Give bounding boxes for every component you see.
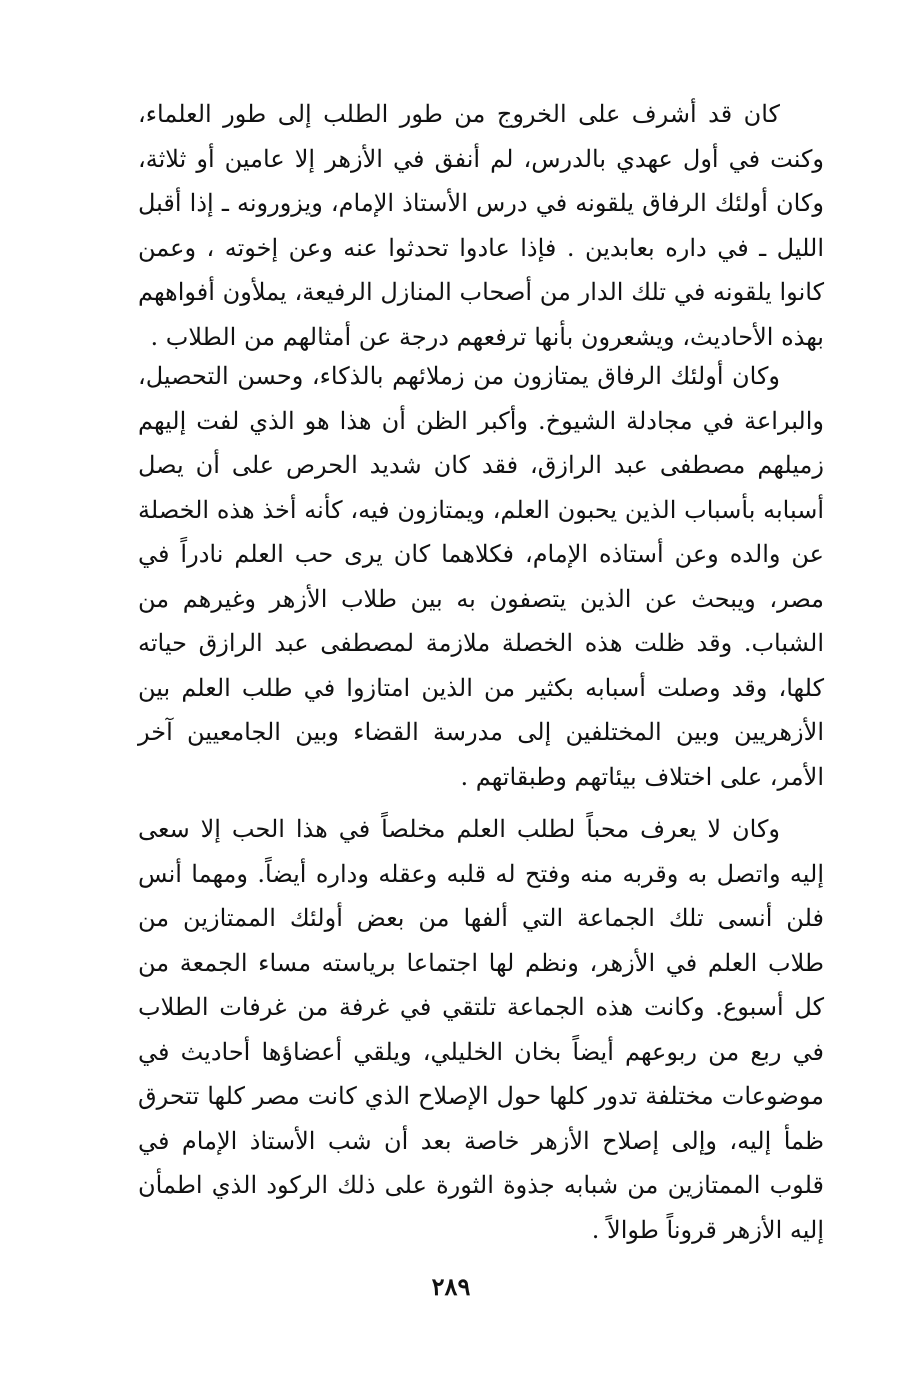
paragraph-text: وكان لا يعرف محباً لطلب العلم مخلصاً في هذا الحب إلا سعى إليه واتصل به وقربه منه وفتح له قلبه وعقله وداره أيضاً. ومهما أنس فلن أنسى تلك الجماعة التي ألفها من بعض أولئك الممتازين من طلاب العلم في الأزهر، ونظم لها اجتماعا برياسته مساء الجمعة من كل أسبوع. وكانت هذه الجماعة تلتقي في غرفة من غرفات الطلاب في ربع من ربوعهم أيضاً بخان الخليلي، ويلقي أعضاؤها أحاديث في موضوعات مختلفة تدور كلها حول الإصلاح الذي كانت مصر كلها تتحرق ظمأ إليه، وإلى إصلاح الأزهر خاصة بعد أن شب الأستاذ الإمام في قلوب الممتازين من شبابه جذوة الثورة على ذلك الركود الذي اطمأن إليه الأزهر قروناً طوالاً . (138, 815, 824, 1244)
paragraph-text: كان قد أشرف على الخروج من طور الطلب إلى طور العلماء، وكنت في أول عهدي بالدرس، لم أنفق في الأزهر إلا عامين أو ثلاثة، وكان أولئك الرفاق يلقونه في درس الأستاذ الإمام، ويزورونه ـ إذا أقبل الليل ـ في داره بعابدين . فإذا عادوا تحدثوا عنه وعن إخوته ، وعمن كانوا يلقونه في تلك الدار من أصحاب المنازل الرفيعة، يملأون أفواههم بهذه الأحاديث، ويشعرون بأنها ترفعهم درجة عن أمثالهم من الطلاب . (138, 100, 825, 351)
page-number: ٢٨٩ (431, 1272, 471, 1301)
paragraph-2 (138, 354, 824, 799)
paragraph-text: وكان أولئك الرفاق يمتازون من زملائهم بالذكاء، وحسن التحصيل، والبراعة في مجادلة الشيوخ. وأكبر الظن أن هذا هو الذي لفت إليهم زميلهم مصطفى عبد الرازق، فقد كان شديد الحرص على أن يصل أسبابه بأسباب الذين يحبون العلم، ويمتازون فيه، كأنه أخذ هذه الخصلة عن والده وعن أستاذه الإمام، فكلاهما كان يرى حب العلم نادراً في مصر، ويبحث عن الذين يتصفون به بين طلاب الأزهر وغيرهم من الشباب. وقد ظلت هذه الخصلة ملازمة لمصطفى عبد الرازق حياته كلها، وقد وصلت أسبابه بكثير من الذين امتازوا في طلب العلم بين الأزهريين وبين المختلفين إلى مدرسة القضاء وبين الجامعيين آخر الأمر، على اختلاف بيئاتهم وطبقاتهم . (138, 362, 825, 791)
paragraph-1 (138, 92, 824, 359)
paragraph-3 (138, 807, 824, 1252)
